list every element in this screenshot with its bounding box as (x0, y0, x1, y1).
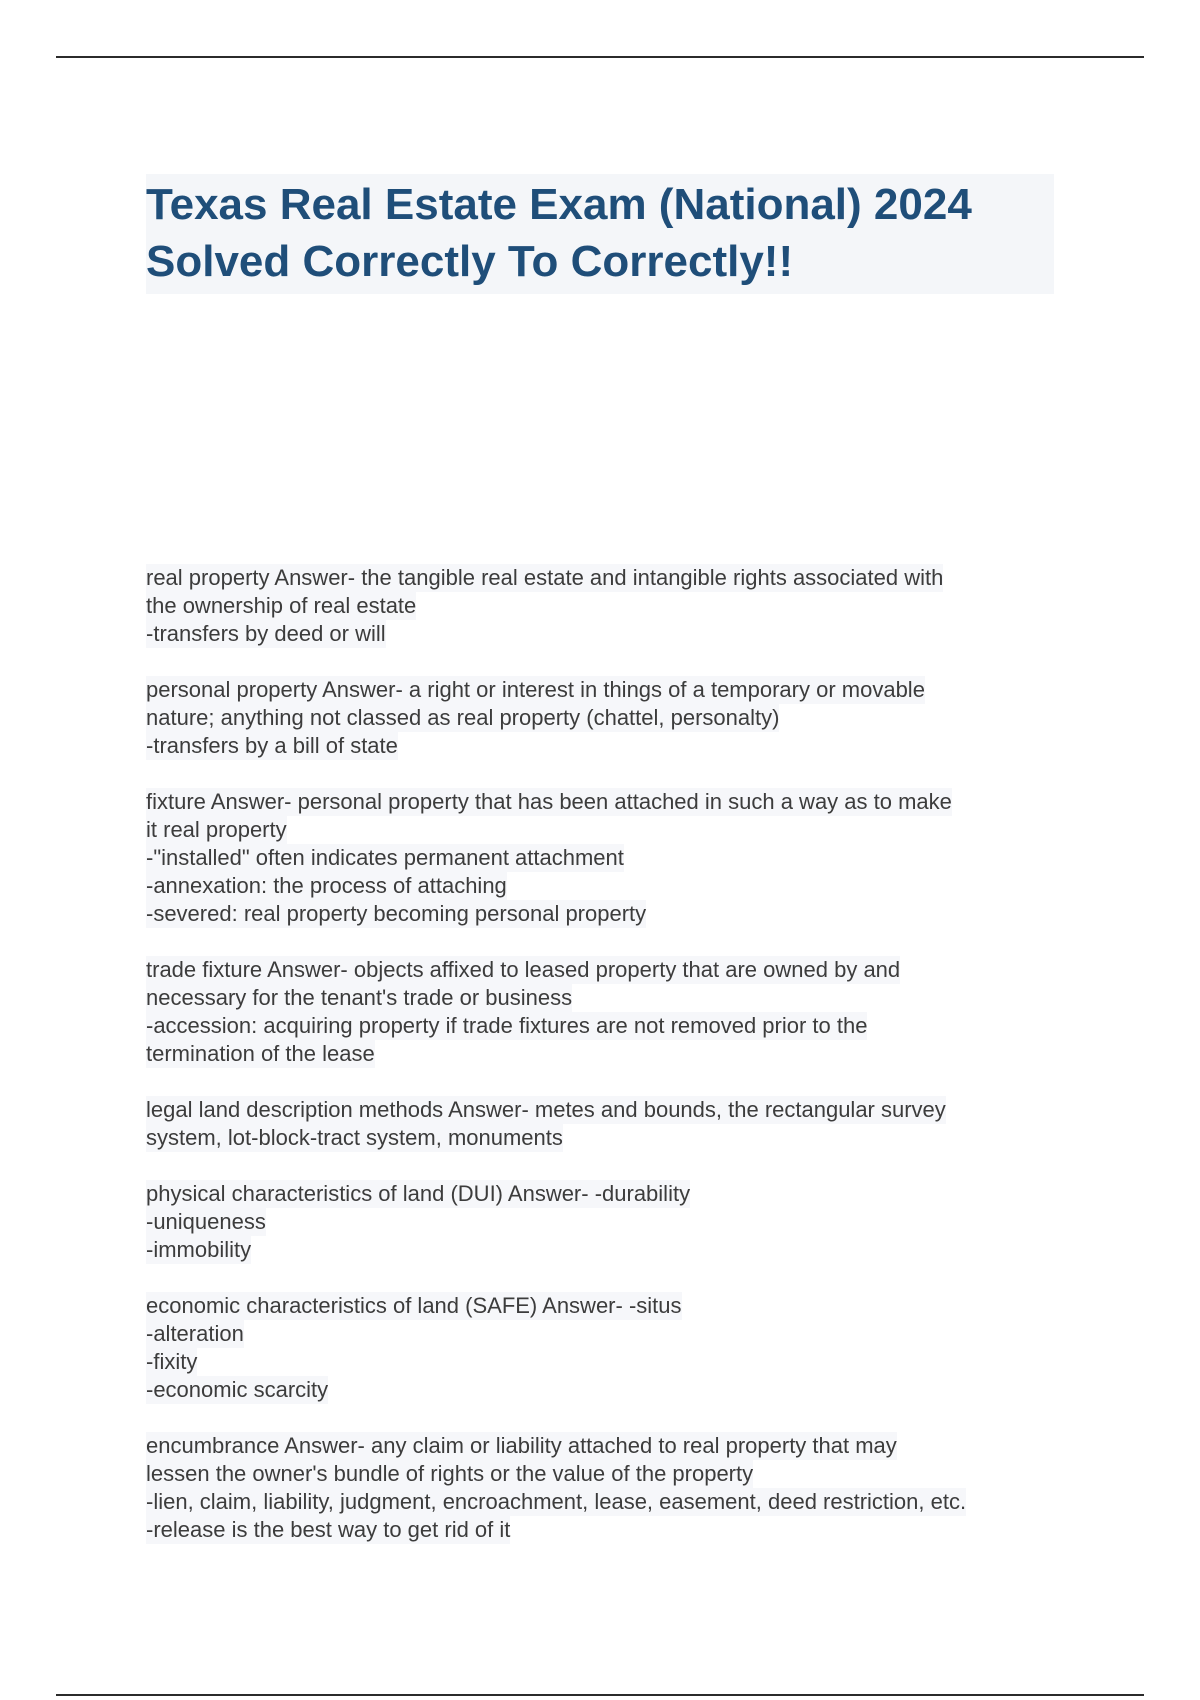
entry-line: trade fixture Answer- objects affixed to leased property that are owned by and (146, 957, 901, 982)
entry-line: the ownership of real estate (146, 593, 417, 618)
entry-line: necessary for the tenant's trade or business (146, 985, 573, 1010)
entry-physical-characteristics (146, 1180, 1076, 1264)
entry-line: legal land description methods Answer- metes and bounds, the rectangular survey (146, 1097, 946, 1122)
entry-line: -transfers by deed or will (146, 621, 386, 646)
entry-real-property (146, 564, 1076, 648)
title-line-2: Solved Correctly To Correctly!! (146, 237, 794, 286)
entry-line: -transfers by a bill of state (146, 733, 398, 758)
entry-line: -alteration (146, 1321, 244, 1346)
entry-line: -fixity (146, 1349, 198, 1374)
entry-line: it real property (146, 817, 287, 842)
qa-entries (146, 564, 1076, 1572)
entry-line: -immobility (146, 1237, 252, 1262)
bottom-rule (56, 1694, 1144, 1696)
entry-economic-characteristics (146, 1292, 1076, 1404)
entry-line: termination of the lease (146, 1041, 375, 1066)
entry-legal-land-description (146, 1096, 1076, 1152)
entry-line: -accession: acquiring property if trade fixtures are not removed prior to the (146, 1013, 868, 1038)
entry-line: -uniqueness (146, 1209, 266, 1234)
entry-personal-property (146, 676, 1076, 760)
entry-line: fixture Answer- personal property that has been attached in such a way as to make (146, 789, 952, 814)
entry-line: -severed: real property becoming personal property (146, 901, 647, 926)
entry-line: -lien, claim, liability, judgment, encroachment, lease, easement, deed restriction, etc. (146, 1489, 967, 1514)
entry-line: encumbrance Answer- any claim or liability attached to real property that may (146, 1433, 897, 1458)
top-rule (56, 56, 1144, 58)
entry-line: nature; anything not classed as real property (chattel, personalty) (146, 705, 780, 730)
title-line-1: Texas Real Estate Exam (National) 2024 (146, 180, 972, 229)
entry-encumbrance (146, 1432, 1076, 1544)
entry-line: -annexation: the process of attaching (146, 873, 507, 898)
entry-line: lessen the owner's bundle of rights or the value of the property (146, 1461, 754, 1486)
entry-line: economic characteristics of land (SAFE) Answer- -situs (146, 1293, 682, 1318)
entry-line: real property Answer- the tangible real estate and intangible rights associated with (146, 565, 944, 590)
entry-line: physical characteristics of land (DUI) Answer- -durability (146, 1181, 691, 1206)
entry-line: personal property Answer- a right or interest in things of a temporary or movable (146, 677, 925, 702)
document-title (146, 174, 1054, 294)
entry-trade-fixture (146, 956, 1076, 1068)
entry-fixture (146, 788, 1076, 928)
entry-line: system, lot-block-tract system, monuments (146, 1125, 563, 1150)
entry-line: -economic scarcity (146, 1377, 329, 1402)
entry-line: -"installed" often indicates permanent attachment (146, 845, 624, 870)
entry-line: -release is the best way to get rid of it (146, 1517, 511, 1542)
